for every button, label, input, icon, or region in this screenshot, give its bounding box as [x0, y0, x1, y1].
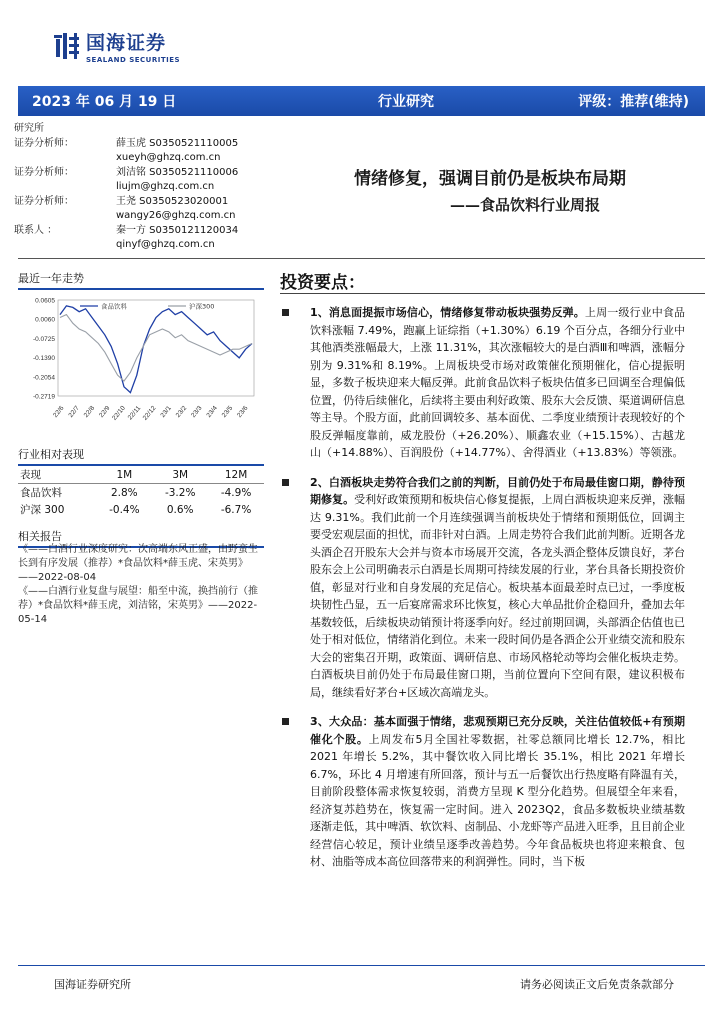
y-tick-label: -0.0725	[32, 335, 55, 343]
x-tick-label: 22/7	[67, 404, 81, 419]
x-tick-label: 23/3	[190, 404, 204, 419]
header-banner	[18, 86, 705, 116]
invest-points	[280, 304, 685, 883]
x-tick-label: 22/9	[98, 404, 112, 419]
header-divider	[18, 258, 705, 259]
y-tick-label: 0.0605	[35, 297, 55, 305]
bullet-icon	[282, 479, 289, 486]
x-tick-label: 23/4	[205, 404, 219, 419]
analyst-row: 证券分析师： 王尧 S0350523020001	[14, 195, 229, 207]
footer-divider	[18, 965, 705, 966]
y-tick-label: -0.2054	[32, 374, 55, 382]
invest-point: 1、消息面提振市场信心，情绪修复带动板块强势反弹。上周一级行业中食品饮料涨幅 7.49%，跑赢上证综指（+1.30%）6.19 个百分点，各细分行业中其他酒类涨幅最大，上涨 11.31%，其次涨幅较大的是白酒Ⅲ和啤酒，涨幅分别为 9.31%和 8.19%。上周板块受市场对政策催化预期催化，信心提振明显，多数子板块迎来大幅反弹。此前食品饮料子板块估值多已回调至合理偏低位置，仍待后续催化，后续将主要由利好政策、股东大会反馈、渠道调研信息等主导。个股方面，此前回调较多、基本面优、二季度业绩预计表现较好的个股反弹幅度靠前，威龙股份（+26.20%）、顺鑫农业（+15.15%）、古越龙山（+14.88%）、百润股份（+14.77%）、舍得酒业（+13.83%）等领涨。	[280, 304, 685, 462]
table-row: 沪深 300 -0.4% 0.6% -6.7%	[20, 503, 252, 516]
x-tick-label: 22/8	[82, 404, 97, 419]
y-tick-label: -0.2719	[32, 393, 55, 401]
performance-table	[18, 466, 264, 518]
related-heading: 相关报告	[18, 528, 264, 548]
analyst-row: wangy26@ghzq.com.cn	[116, 210, 236, 221]
logo-name-en: SEALAND SECURITIES	[86, 56, 181, 64]
y-tick-label: -0.1390	[32, 355, 55, 363]
footer-disclaimer: 请务必阅读正文后免责条款部分	[520, 978, 674, 991]
report-date: 2023 年 06 月 19 日	[32, 94, 177, 110]
analyst-row: 研究所	[14, 123, 44, 134]
related-report-item[interactable]: 《——白酒行业深度研究：次高端东风正盛，由野蛮生长到有序发展（推荐）*食品饮料*薛玉虎、宋英男》——2022-08-04	[18, 544, 258, 583]
analyst-list	[14, 122, 264, 253]
table-header-row: 表现 1M 3M 12M	[18, 466, 264, 484]
bullet-icon	[282, 718, 289, 725]
x-tick-label: 22/12	[141, 404, 158, 422]
x-tick-label: 23/2	[174, 404, 189, 419]
title-main: 情绪修复，强调目前仍是板块布局期	[354, 169, 626, 189]
legend-label: 沪深300	[189, 302, 215, 311]
invest-divider	[280, 293, 705, 294]
trend-chart	[18, 292, 264, 422]
title-sub: ——食品饮料行业周报	[449, 196, 600, 214]
analyst-row: 证券分析师： 薛玉虎 S0350521110005	[14, 137, 239, 149]
report-type: 行业研究	[378, 94, 434, 110]
x-tick-label: 23/1	[159, 404, 173, 419]
report-title	[270, 164, 710, 215]
analyst-row: 联系人 ： 秦一方 S0350121120034	[14, 224, 239, 236]
legend-label: 食品饮料	[101, 302, 127, 311]
footer-left: 国海证券研究所	[54, 978, 131, 991]
trend-heading: 最近一年走势	[18, 270, 264, 290]
analyst-row: 证券分析师： 刘洁铭 S0350521110006	[14, 166, 239, 178]
plot-frame	[58, 300, 254, 396]
related-reports	[18, 543, 264, 627]
y-tick-label: 0.0060	[35, 316, 55, 324]
bullet-icon	[282, 309, 289, 316]
analyst-row: qinyf@ghzq.com.cn	[116, 239, 215, 250]
x-tick-label: 22/6	[52, 404, 66, 419]
table-row: 食品饮料 2.8% -3.2% -4.9%	[20, 486, 252, 499]
logo-name-cn: 国海证券	[86, 32, 167, 54]
invest-heading: 投资要点：	[280, 273, 365, 293]
invest-point: 2、白酒板块走势符合我们之前的判断，目前仍处于布局最佳窗口期，静待预期修复。受利好政策预期和板块信心修复提振，上周白酒板块迎来反弹，涨幅达 9.31%。我们此前一个月连续强调当前板块处于情绪和预期低位，回调主要受宏观层面的担忧，而非针对白酒。上周走势符合我们此前判断。近期各龙头酒企召开股东大会并与资本市场展开交流，各龙头酒企整体反馈良好，茅台股东会上公司明确表示白酒是长周期可持续发展的行业，茅台具备长期投资价值，彰显对行业和自身发展的充足信心。板块基本面最差时点已过，一季度板块韧性凸显，五一后宴席需求环比恢复，核心大单品批价企稳回升，叠加去年基数较低，后续板块动销预计将逐季向好。经过前期回调，头部酒企估值也已处于相对低位，情绪消化到位。未来一段时间仍是各酒企公开业绩交流和股东大会的密集召开期，政策面、调研信息、市场风格轮动等均会催化板块走势。白酒板块目前仍处于布局最佳窗口期，当前位置向下空间有限，建议积极布局，继续看好茅台+区域次高端龙头。	[280, 474, 685, 702]
logo-mark-icon	[54, 33, 80, 59]
x-tick-label: 22/11	[126, 404, 143, 422]
analyst-row: liujm@ghzq.com.cn	[116, 181, 215, 192]
related-report-item[interactable]: 《——白酒行业复盘与展望：船至中流，换挡前行（推荐）*食品饮料*薛玉虎，刘洁铭，宋英男》——2022-05-14	[18, 586, 258, 625]
report-rating: 评级：推荐(维持)	[578, 94, 689, 110]
x-tick-label: 23/6	[236, 404, 250, 419]
company-logo	[54, 28, 180, 64]
invest-point: 3、大众品：基本面强于情绪，悲观预期已充分反映，关注估值较低+有预期催化个股。上周发布5月全国社零数据，社零总额同比增长 12.7%，相比 2021 年增长 5.2%，其中餐饮收入同比增长 35.1%，相比 2021 年增长 6.7%，环比 4 月增速有所回落，预计与五一后餐饮出行热度略有降温有关，目前阶段整体需求恢复较弱，消费方呈现 K 型分化趋势。但展望全年来看，经济复苏趋势在，恢复需一定时间。进入 2023Q2，食品多数板块业绩基数逐渐走低，其中啤酒、软饮料、卤制品、小龙虾等产品进入旺季，且目前企业经营信心较足，预计业绩呈逐季改善趋势。今年食品板块也将迎来粮食、包材、油脂等成本高位回落带来的利润弹性。同时，当下板	[280, 713, 685, 871]
x-tick-label: 23/5	[220, 404, 235, 419]
analyst-row: xueyh@ghzq.com.cn	[116, 152, 221, 163]
performance-heading: 行业相对表现	[18, 446, 264, 466]
series-line-0	[60, 306, 252, 393]
series-line-1	[60, 315, 252, 381]
x-tick-label: 22/10	[111, 404, 127, 422]
